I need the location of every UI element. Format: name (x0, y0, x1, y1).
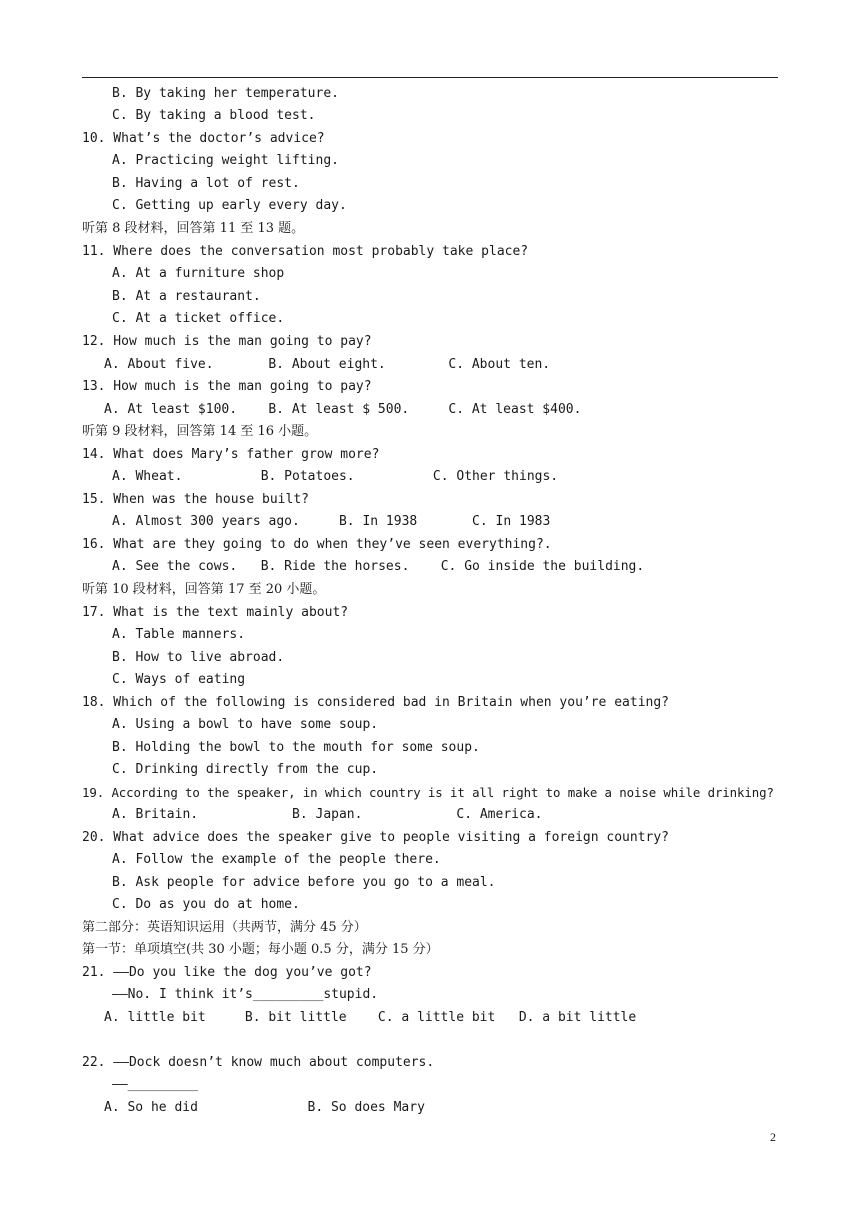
options-16: A. See the cows. B. Ride the horses. C. Go inside the building. (112, 559, 645, 574)
section-heading-8: 听第 8 段材料，回答第 11 至 13 题。 (82, 221, 305, 236)
option-18b: B. Holding the bowl to the mouth for some soup. (112, 740, 480, 755)
question-11: 11. Where does the conversation most probably take place? (82, 244, 529, 259)
question-22-reply: ——_________ (112, 1077, 199, 1092)
part-two-heading: 第二部分：英语知识运用（共两节，满分 45 分） (82, 920, 367, 935)
options-22: A. So he did B. So does Mary (104, 1100, 425, 1115)
question-20: 20. What advice does the speaker give to people visiting a foreign country? (82, 830, 669, 845)
option-17a: A. Table manners. (112, 627, 246, 642)
option-18a: A. Using a bowl to have some soup. (112, 717, 379, 732)
option-9c: C. By taking a blood test. (112, 108, 316, 123)
options-13: A. At least $100. B. At least $ 500. C. At least $400. (104, 402, 582, 417)
question-21: 21. ——Do you like the dog you’ve got? (82, 965, 372, 980)
question-22: 22. ——Dock doesn’t know much about computers. (82, 1055, 435, 1070)
option-11b: B. At a restaurant. (112, 289, 261, 304)
question-10: 10. What’s the doctor’s advice? (82, 131, 325, 146)
options-19: A. Britain. B. Japan. C. America. (112, 807, 543, 822)
option-11c: C. At a ticket office. (112, 311, 285, 326)
option-18c: C. Drinking directly from the cup. (112, 762, 379, 777)
options-14: A. Wheat. B. Potatoes. C. Other things. (112, 469, 559, 484)
section-one-heading: 第一节：单项填空(共 30 小题；每小题 0.5 分，满分 15 分） (82, 942, 439, 957)
question-19: 19. According to the speaker, in which country is it all right to make a noise while drinking? (82, 785, 774, 800)
question-15: 15. When was the house built? (82, 492, 309, 507)
option-10a: A. Practicing weight lifting. (112, 153, 339, 168)
option-11a: A. At a furniture shop (112, 266, 285, 281)
question-12: 12. How much is the man going to pay? (82, 334, 372, 349)
option-17b: B. How to live abroad. (112, 650, 285, 665)
header-rule (82, 77, 778, 78)
option-20a: A. Follow the example of the people there. (112, 852, 441, 867)
section-heading-10: 听第 10 段材料，回答第 17 至 20 小题。 (82, 582, 326, 597)
option-10b: B. Having a lot of rest. (112, 176, 300, 191)
section-heading-9: 听第 9 段材料，回答第 14 至 16 小题。 (82, 424, 318, 439)
question-13: 13. How much is the man going to pay? (82, 379, 372, 394)
page-number: 2 (770, 1130, 776, 1144)
question-21-reply: ——No. I think it’s_________stupid. (112, 987, 379, 1002)
options-21: A. little bit B. bit little C. a little bit D. a bit little (104, 1010, 637, 1025)
question-18: 18. Which of the following is considered bad in Britain when you’re eating? (82, 695, 669, 710)
question-16: 16. What are they going to do when they’ve seen everything?. (82, 537, 552, 552)
option-17c: C. Ways of eating (112, 672, 246, 687)
option-10c: C. Getting up early every day. (112, 198, 347, 213)
options-12: A. About five. B. About eight. C. About ten. (104, 357, 551, 372)
question-17: 17. What is the text mainly about? (82, 605, 349, 620)
option-20b: B. Ask people for advice before you go to a meal. (112, 875, 496, 890)
option-20c: C. Do as you do at home. (112, 897, 300, 912)
options-15: A. Almost 300 years ago. B. In 1938 C. In 1983 (112, 514, 551, 529)
question-14: 14. What does Mary’s father grow more? (82, 447, 380, 462)
option-9b: B. By taking her temperature. (112, 86, 339, 101)
